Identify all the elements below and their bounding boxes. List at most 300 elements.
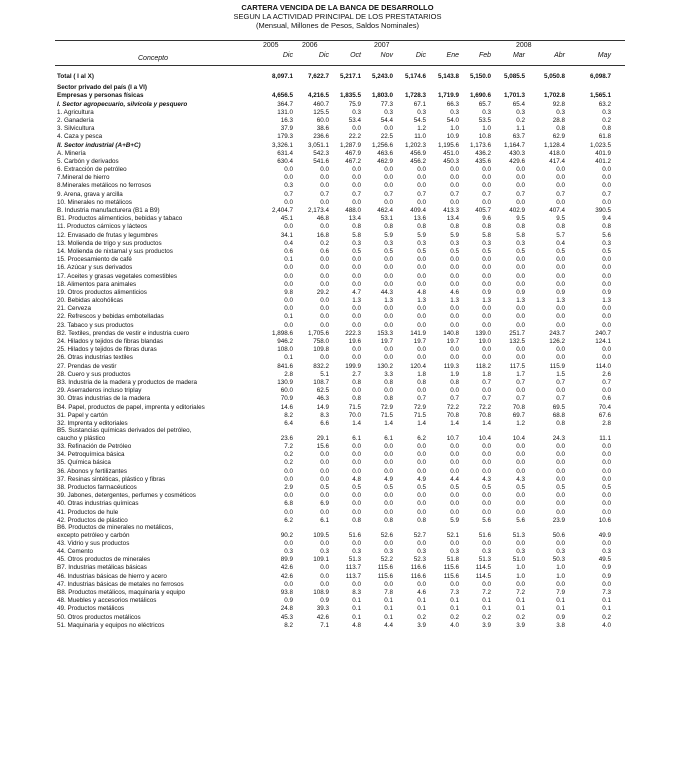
cell-value: 0.0 xyxy=(450,198,459,206)
table-row xyxy=(0,395,675,403)
cell-value: 0.0 xyxy=(384,125,393,133)
cell-value: 0.6 xyxy=(320,247,329,255)
table-row xyxy=(0,281,675,289)
row-label: 41. Productos de hule xyxy=(57,508,119,516)
row-label: A. Minería xyxy=(57,149,86,157)
cell-value: 52.2 xyxy=(380,556,393,564)
cell-value: 430.3 xyxy=(509,149,525,157)
cell-value: 0.0 xyxy=(482,182,491,190)
cell-value: 467.9 xyxy=(345,149,361,157)
cell-value: 24.8 xyxy=(280,605,293,613)
cell-value: 1,719.9 xyxy=(437,92,459,100)
cell-value: 1.0 xyxy=(516,572,525,580)
cell-value: 0.0 xyxy=(556,467,565,475)
row-label: B7. Industrias metálicas básicas xyxy=(57,564,147,572)
cell-value: 0.3 xyxy=(602,548,611,556)
cell-value: 72.9 xyxy=(380,403,393,411)
cell-value: 0.0 xyxy=(417,280,426,288)
cell-value: 51.8 xyxy=(446,556,459,564)
cell-value: 9.6 xyxy=(482,215,491,223)
cell-value: 435.6 xyxy=(475,157,491,165)
cell-value: 0.0 xyxy=(556,508,565,516)
cell-value: 0.7 xyxy=(417,395,426,403)
cell-value: 0.0 xyxy=(516,305,525,313)
cell-value: 3.3 xyxy=(384,370,393,378)
cell-value: 1.5 xyxy=(556,370,565,378)
cell-value: 0.0 xyxy=(556,321,565,329)
cell-value: 2,404.7 xyxy=(271,207,293,214)
table-row xyxy=(0,622,675,630)
cell-value: 63.7 xyxy=(512,133,525,141)
cell-value: 70.8 xyxy=(446,411,459,419)
cell-value: 10.4 xyxy=(478,434,491,442)
cell-value: 0.0 xyxy=(602,354,611,362)
cell-value: 116.6 xyxy=(410,564,426,572)
cell-value: 72.9 xyxy=(413,403,426,411)
cell-value: 0.0 xyxy=(417,198,426,206)
cell-value: 0.0 xyxy=(320,321,329,329)
table-row xyxy=(0,109,675,117)
row-label: 1. Agricultura xyxy=(57,108,94,116)
cell-value: 0.0 xyxy=(556,346,565,354)
cell-value: 0.8 xyxy=(384,395,393,403)
cell-value: 0.0 xyxy=(602,313,611,321)
cell-value: 0.0 xyxy=(320,564,329,572)
cell-value: 0.0 xyxy=(384,580,393,588)
cell-value: 0.0 xyxy=(320,198,329,206)
cell-value: 67.1 xyxy=(413,100,426,108)
table-row xyxy=(0,73,675,81)
cell-value: 0.0 xyxy=(602,475,611,483)
cell-value: 0.7 xyxy=(450,395,459,403)
cell-value: 114.5 xyxy=(475,572,491,580)
table-row xyxy=(0,589,675,597)
cell-value: 0.1 xyxy=(352,605,361,613)
cell-value: 0.0 xyxy=(516,539,525,547)
cell-value: 0.3 xyxy=(450,548,459,556)
cell-value: 1,023.5 xyxy=(589,141,611,149)
cell-value: 16.8 xyxy=(316,231,329,239)
cell-value: 61.8 xyxy=(598,133,611,141)
row-label: B1. Productos alimenticios, bebidas y tabaco xyxy=(57,215,183,223)
cell-value: 0.0 xyxy=(450,166,459,174)
table-row xyxy=(0,215,675,223)
cell-value: 141.9 xyxy=(410,329,426,337)
cell-value: 0.1 xyxy=(417,605,426,613)
cell-value: 0.0 xyxy=(450,500,459,508)
cell-value: 4.0 xyxy=(450,621,459,629)
row-label: 10. Minerales no metálicos xyxy=(57,198,132,206)
cell-value: 1,128.4 xyxy=(543,141,565,149)
row-label: 7.Mineral de hierro xyxy=(57,174,110,182)
cell-value: 0.0 xyxy=(417,508,426,516)
cell-value: 37.9 xyxy=(280,125,293,133)
row-label: 40. Otras industrias químicas xyxy=(57,500,139,508)
cell-value: 66.3 xyxy=(446,100,459,108)
month-header: Abr xyxy=(554,52,565,59)
cell-value: 9.8 xyxy=(284,288,293,296)
cell-value: 0.5 xyxy=(320,483,329,491)
table-row xyxy=(0,264,675,272)
row-label: B5. Sustancias químicas derivados del petróleo, xyxy=(57,427,192,435)
cell-value: 0.0 xyxy=(284,280,293,288)
cell-value: 0.0 xyxy=(482,508,491,516)
cell-value: 54.4 xyxy=(380,116,393,124)
table-row xyxy=(0,240,675,248)
row-label: 12. Envasado de frutas y legumbres xyxy=(57,231,158,239)
cell-value: 6.2 xyxy=(284,516,293,524)
row-label: 30. Otras industrias de la madera xyxy=(57,395,151,403)
cell-value: 0.0 xyxy=(556,272,565,280)
cell-value: 3.9 xyxy=(417,621,426,629)
cell-value: 222.3 xyxy=(345,329,361,337)
cell-value: 0.0 xyxy=(417,451,426,459)
cell-value: 0.0 xyxy=(482,174,491,182)
cell-value: 0.0 xyxy=(284,475,293,483)
cell-value: 0.7 xyxy=(602,378,611,386)
table-row xyxy=(0,191,675,199)
cell-value: 77.3 xyxy=(380,100,393,108)
cell-value: 0.7 xyxy=(516,190,525,198)
cell-value: 0.0 xyxy=(482,443,491,451)
cell-value: 51.3 xyxy=(348,556,361,564)
cell-value: 0.0 xyxy=(450,346,459,354)
cell-value: 4.0 xyxy=(602,621,611,629)
cell-value: 50.3 xyxy=(552,556,565,564)
cell-value: 0.4 xyxy=(284,239,293,247)
cell-value: 0.0 xyxy=(556,256,565,264)
cell-value: 42.6 xyxy=(280,564,293,572)
row-label: 3. Silvicultura xyxy=(57,125,95,133)
cell-value: 0.0 xyxy=(556,354,565,362)
cell-value: 115.6 xyxy=(377,572,393,580)
table-row xyxy=(0,556,675,564)
cell-value: 0.9 xyxy=(320,597,329,605)
cell-value: 45.1 xyxy=(280,215,293,223)
cell-value: 8.2 xyxy=(284,411,293,419)
cell-value: 6.8 xyxy=(284,500,293,508)
cell-value: 0.3 xyxy=(320,548,329,556)
cell-value: 0.3 xyxy=(482,239,491,247)
table-row xyxy=(0,182,675,190)
month-header: Feb xyxy=(478,52,491,59)
row-label: 27. Prendas de vestir xyxy=(57,362,117,370)
cell-value: 0.0 xyxy=(320,539,329,547)
cell-value: 70.9 xyxy=(280,395,293,403)
cell-value: 4.4 xyxy=(384,621,393,629)
cell-value: 0.0 xyxy=(556,305,565,313)
table-row xyxy=(0,125,675,133)
cell-value: 0.0 xyxy=(450,305,459,313)
cell-value: 0.3 xyxy=(284,182,293,190)
row-label: 23. Tabaco y sus productos xyxy=(57,321,134,329)
cell-value: 115.6 xyxy=(443,572,459,580)
cell-value: 7.2 xyxy=(284,443,293,451)
cell-value: 0.0 xyxy=(384,305,393,313)
cell-value: 0.0 xyxy=(384,321,393,329)
cell-value: 1.4 xyxy=(450,419,459,427)
table-row xyxy=(0,532,675,540)
cell-value: 0.0 xyxy=(417,182,426,190)
cell-value: 115.6 xyxy=(443,564,459,572)
table-row xyxy=(0,174,675,182)
row-label: 36. Abonos y fertilizantes xyxy=(57,467,128,475)
cell-value: 0.1 xyxy=(352,613,361,621)
month-header: Dic xyxy=(282,52,293,59)
cell-value: 0.1 xyxy=(450,597,459,605)
cell-value: 0.0 xyxy=(320,272,329,280)
cell-value: 0.0 xyxy=(516,500,525,508)
year-2005: 2005 xyxy=(263,42,279,49)
cell-value: 0.0 xyxy=(482,280,491,288)
cell-value: 153.3 xyxy=(377,329,393,337)
cell-value: 114.5 xyxy=(475,564,491,572)
cell-value: 38.6 xyxy=(316,125,329,133)
cell-value: 19.7 xyxy=(380,338,393,345)
cell-value: 0.5 xyxy=(352,247,361,255)
cell-value: 67.6 xyxy=(598,411,611,419)
cell-value: 19.7 xyxy=(446,338,459,345)
cell-value: 6,098.7 xyxy=(589,73,611,80)
cell-value: 0.0 xyxy=(602,467,611,475)
cell-value: 0.0 xyxy=(482,451,491,459)
cell-value: 8.2 xyxy=(284,621,293,629)
cell-value: 0.0 xyxy=(384,451,393,459)
cell-value: 1,202.3 xyxy=(404,141,426,149)
cell-value: 0.0 xyxy=(450,354,459,362)
cell-value: 0.0 xyxy=(516,182,525,190)
table-row xyxy=(0,305,675,313)
cell-value: 0.0 xyxy=(450,280,459,288)
cell-value: 0.0 xyxy=(384,539,393,547)
cell-value: 0.0 xyxy=(352,313,361,321)
cell-value: 0.0 xyxy=(482,346,491,354)
cell-value: 0.0 xyxy=(602,500,611,508)
cell-value: 0.0 xyxy=(384,346,393,354)
cell-value: 236.6 xyxy=(313,133,329,141)
cell-value: 0.2 xyxy=(320,239,329,247)
cell-value: 1.2 xyxy=(417,125,426,133)
cell-value: 0.0 xyxy=(602,264,611,272)
cell-value: 0.0 xyxy=(284,321,293,329)
cell-value: 0.0 xyxy=(602,198,611,206)
cell-value: 0.8 xyxy=(417,223,426,231)
cell-value: 0.0 xyxy=(602,580,611,588)
cell-value: 0.2 xyxy=(450,613,459,621)
cell-value: 68.8 xyxy=(552,411,565,419)
cell-value: 5.8 xyxy=(482,231,491,239)
cell-value: 2.8 xyxy=(602,419,611,427)
cell-value: 450.3 xyxy=(443,157,459,165)
table-row xyxy=(0,605,675,613)
row-label: 4. Caza y pesca xyxy=(57,133,103,141)
cell-value: 0.0 xyxy=(556,475,565,483)
cell-value: 0.0 xyxy=(602,305,611,313)
cell-value: 0.0 xyxy=(482,166,491,174)
cell-value: 6.2 xyxy=(417,434,426,442)
month-header: Dic xyxy=(415,52,426,59)
table-row xyxy=(0,84,675,92)
cell-value: 0.0 xyxy=(384,198,393,206)
cell-value: 120.4 xyxy=(410,362,426,370)
cell-value: 52.6 xyxy=(380,531,393,539)
cell-value: 115.6 xyxy=(377,564,393,572)
cell-value: 1,164.7 xyxy=(503,141,525,149)
cell-value: 243.7 xyxy=(549,329,565,337)
cell-value: 45.3 xyxy=(280,613,293,621)
table-row xyxy=(0,581,675,589)
cell-value: 16.3 xyxy=(280,116,293,124)
cell-value: 0.0 xyxy=(556,492,565,500)
cell-value: 69.7 xyxy=(512,411,525,419)
cell-value: 70.8 xyxy=(478,411,491,419)
cell-value: 0.7 xyxy=(556,395,565,403)
cell-value: 0.3 xyxy=(556,108,565,116)
cell-value: 0.0 xyxy=(516,272,525,280)
cell-value: 0.0 xyxy=(556,500,565,508)
cell-value: 1,256.6 xyxy=(371,141,393,149)
cell-value: 0.2 xyxy=(602,613,611,621)
cell-value: 0.0 xyxy=(516,451,525,459)
cell-value: 0.0 xyxy=(450,539,459,547)
cell-value: 0.0 xyxy=(384,272,393,280)
cell-value: 1.4 xyxy=(482,419,491,427)
year-2007: 2007 xyxy=(374,42,390,49)
cell-value: 0.0 xyxy=(516,459,525,467)
cell-value: 0.0 xyxy=(284,174,293,182)
row-label: 15. Procesamiento de café xyxy=(57,256,132,264)
table-row xyxy=(0,597,675,605)
row-label: B3. Industria de la madera y productos de madera xyxy=(57,378,198,386)
cell-value: 0.1 xyxy=(384,597,393,605)
cell-value: 130.2 xyxy=(377,362,393,370)
table-row xyxy=(0,509,675,517)
cell-value: 108.0 xyxy=(277,346,293,354)
table-row xyxy=(0,92,675,100)
cell-value: 5,050.8 xyxy=(543,73,565,80)
cell-value: 23.9 xyxy=(552,516,565,524)
table-row xyxy=(0,232,675,240)
cell-value: 0.5 xyxy=(417,483,426,491)
cell-value: 0.8 xyxy=(482,223,491,231)
cell-value: 0.0 xyxy=(450,174,459,182)
cell-value: 0.0 xyxy=(284,492,293,500)
table-row xyxy=(0,273,675,281)
header-rule xyxy=(55,65,625,66)
cell-value: 62.5 xyxy=(316,387,329,395)
cell-value: 5,085.5 xyxy=(503,73,525,80)
cell-value: 125.5 xyxy=(313,108,329,116)
row-label: 43. Vidrio y sus productos xyxy=(57,539,130,547)
cell-value: 0.0 xyxy=(284,508,293,516)
cell-value: 0.9 xyxy=(602,564,611,572)
cell-value: 0.3 xyxy=(352,239,361,247)
cell-value: 0.0 xyxy=(417,174,426,182)
table-row xyxy=(0,330,675,338)
cell-value: 0.3 xyxy=(384,108,393,116)
cell-value: 0.8 xyxy=(516,223,525,231)
cell-value: 0.5 xyxy=(516,483,525,491)
cell-value: 0.8 xyxy=(384,378,393,386)
cell-value: 130.9 xyxy=(277,378,293,386)
cell-value: 0.0 xyxy=(284,305,293,313)
cell-value: 0.8 xyxy=(556,223,565,231)
cell-value: 0.0 xyxy=(516,174,525,182)
table-row xyxy=(0,379,675,387)
cell-value: 7.2 xyxy=(482,589,491,597)
cell-value: 0.0 xyxy=(352,580,361,588)
cell-value: 0.0 xyxy=(384,508,393,516)
cell-value: 0.0 xyxy=(516,387,525,395)
cell-value: 46.3 xyxy=(316,395,329,403)
table-row xyxy=(0,248,675,256)
cell-value: 0.0 xyxy=(450,256,459,264)
cell-value: 488.0 xyxy=(345,207,361,214)
cell-value: 0.0 xyxy=(384,313,393,321)
row-label: 18. Alimentos para animales xyxy=(57,280,137,288)
table-row xyxy=(0,476,675,484)
cell-value: 6.1 xyxy=(320,516,329,524)
cell-value: 0.2 xyxy=(482,613,491,621)
cell-value: 0.2 xyxy=(284,459,293,467)
cell-value: 7.3 xyxy=(602,589,611,597)
cell-value: 0.0 xyxy=(602,451,611,459)
row-label: 29. Aserraderos incluso triplay xyxy=(57,387,142,395)
row-label: 31. Papel y cartón xyxy=(57,411,108,419)
cell-value: 1.3 xyxy=(417,297,426,305)
cell-value: 3.8 xyxy=(556,621,565,629)
cell-value: 0.2 xyxy=(417,613,426,621)
row-label: 9. Arena, grava y arcilla xyxy=(57,190,123,198)
cell-value: 0.0 xyxy=(602,272,611,280)
cell-value: 0.0 xyxy=(320,297,329,305)
cell-value: 54.5 xyxy=(413,116,426,124)
month-header: Mar xyxy=(512,52,525,59)
cell-value: 92.8 xyxy=(552,100,565,108)
cell-value: 0.0 xyxy=(516,492,525,500)
cell-value: 0.0 xyxy=(320,508,329,516)
cell-value: 126.2 xyxy=(549,338,565,345)
cell-value: 6.1 xyxy=(384,434,393,442)
row-label: 51. Maquinaria y equipos no eléctricos xyxy=(57,621,165,629)
cell-value: 0.0 xyxy=(352,451,361,459)
cell-value: 116.6 xyxy=(410,572,426,580)
cell-value: 0.0 xyxy=(516,313,525,321)
cell-value: 0.9 xyxy=(284,597,293,605)
cell-value: 3,326.1 xyxy=(271,141,293,149)
cell-value: 5.7 xyxy=(556,231,565,239)
cell-value: 0.0 xyxy=(556,198,565,206)
row-label: 44. Cemento xyxy=(57,548,94,556)
row-label: 11. Productos cárnicos y lácteos xyxy=(57,223,148,231)
cell-value: 0.3 xyxy=(384,548,393,556)
cell-value: 1,898.6 xyxy=(271,329,293,337)
cell-value: 0.0 xyxy=(602,256,611,264)
cell-value: 199.9 xyxy=(345,362,361,370)
cell-value: 0.0 xyxy=(284,272,293,280)
row-label: 50. Otros productos metálicos xyxy=(57,613,141,621)
cell-value: 0.0 xyxy=(482,580,491,588)
cell-value: 0.0 xyxy=(450,467,459,475)
table-row xyxy=(0,525,675,532)
cell-value: 758.0 xyxy=(313,338,329,345)
cell-value: 0.0 xyxy=(417,500,426,508)
cell-value: 462.9 xyxy=(377,157,393,165)
cell-value: 0.0 xyxy=(352,459,361,467)
cell-value: 5,143.8 xyxy=(437,73,459,80)
cell-value: 0.0 xyxy=(417,387,426,395)
table-row xyxy=(0,468,675,476)
